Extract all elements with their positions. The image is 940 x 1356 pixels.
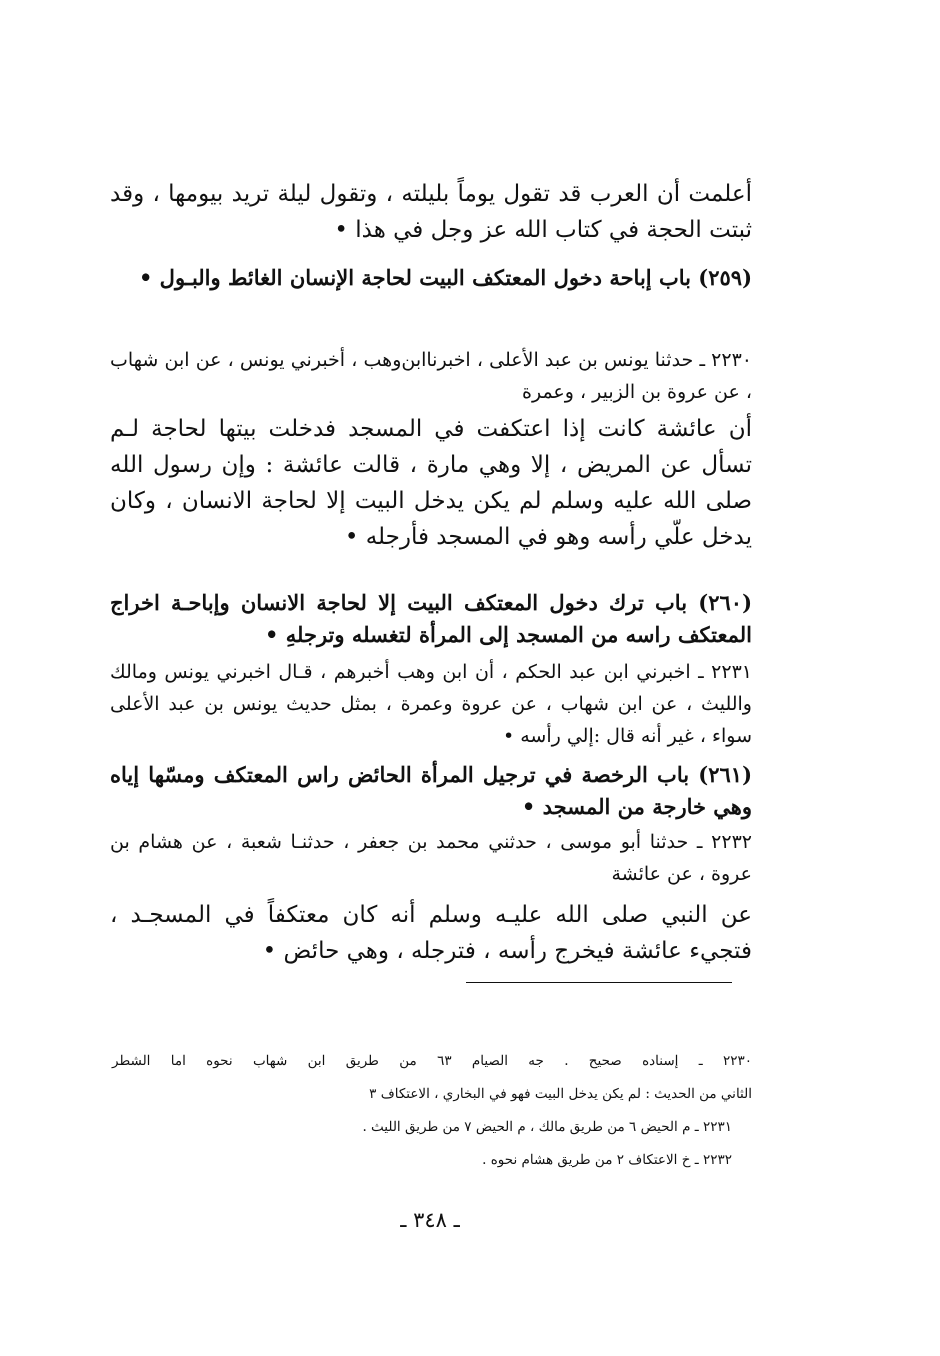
footnote-2232: ٢٢٣٢ ـ خ الاعتكاف ٢ من طريق هشام نحوه . xyxy=(482,1152,732,1168)
page-number: ـ ٣٤٨ ـ xyxy=(400,1208,460,1232)
hadith-2230-chain: ٢٢٣٠ ـ حدثنا يونس بن عبد الأعلى ، اخبرناابن‌وهب ، أخبرني يونس ، عن ابن شهاب ، عن عروة بن الزبير ، وعمرة xyxy=(110,349,752,403)
hadith-2230-text: أن عائشة كانت إذا اعتكفت في المسجد فدخلت بيتها لحاجة لـم تسأل عن المريض ، إلا وهي مارة ، قالت عائشة : وإن رسول الله صلى الله عليه وسلم لم يكن يدخل البيت إلا لحاجة الانسان ، وكان يدخل علّي رأسه وهو في المسجد فأرجله • xyxy=(110,416,752,550)
chapter-261-heading: (٢٦١) باب الرخصة في ترجيل المرأة الحائض راس المعتكف ومسّها إياه وهي خارجة من المسجد • xyxy=(110,762,752,819)
hadith-2232-text: عن النبي صلى الله عليـه وسلم أنه كان معتكفاً في المسجـد ، فتجيء عائشة فيخرج رأسه ، فترجله ، وهي حائض • xyxy=(110,902,752,964)
footnote-2231: ٢٢٣١ ـ م الحيض ٦ من طريق مالك ، م الحيض ٧ من طريق الليث . xyxy=(362,1119,732,1135)
hadith-2231-chain: ٢٢٣١ ـ اخبرني ابن عبد الحكم ، أن ابن وهب أخبرهم ، قـال اخبرني يونس ومالك والليث ، عن ابن شهاب ، عن عروة وعمرة ، بمثل حديث يونس بن عبد الأعلى سواء ، غير أنه قال :إلي رأسه • xyxy=(110,661,752,747)
intro-paragraph: أعلمت أن العرب قد تقول يوماً بليلته ، وتقول ليلة تريد بيومها ، وقد ثبتت الحجة في كتاب الله عز وجل في هذا • xyxy=(110,181,752,243)
chapter-260-heading: (٢٦٠) باب ترك دخول المعتكف البيت إلا لحاجة الانسان وإباحـة اخراج المعتكف راسه من المسجد إلى المرأة لتغسله وترجلهِ • xyxy=(110,590,752,647)
chapter-259-heading: (٢٥٩) باب إباحة دخول المعتكف البيت لحاجة الإنسان الغائط والبـول • xyxy=(138,265,752,290)
footnote-2230-line1: ٢٢٣٠ ـ إسناده صحيح . جه الصيام ٦٣ من طريق ابن شهاب نحوه اما الشطر xyxy=(112,1053,752,1069)
hadith-2232-chain: ٢٢٣٢ ـ حدثنا أبو موسى ، حدثني محمد بن جعفر ، حدثنـا شعبة ، عن هشام بن عروة ، عن عائشة xyxy=(110,831,752,885)
footnote-divider xyxy=(466,982,732,983)
footnote-2230-line2: الثاني من الحديث : لم يكن يدخل البيت فهو في البخاري ، الاعتكاف ٣ xyxy=(369,1086,752,1102)
